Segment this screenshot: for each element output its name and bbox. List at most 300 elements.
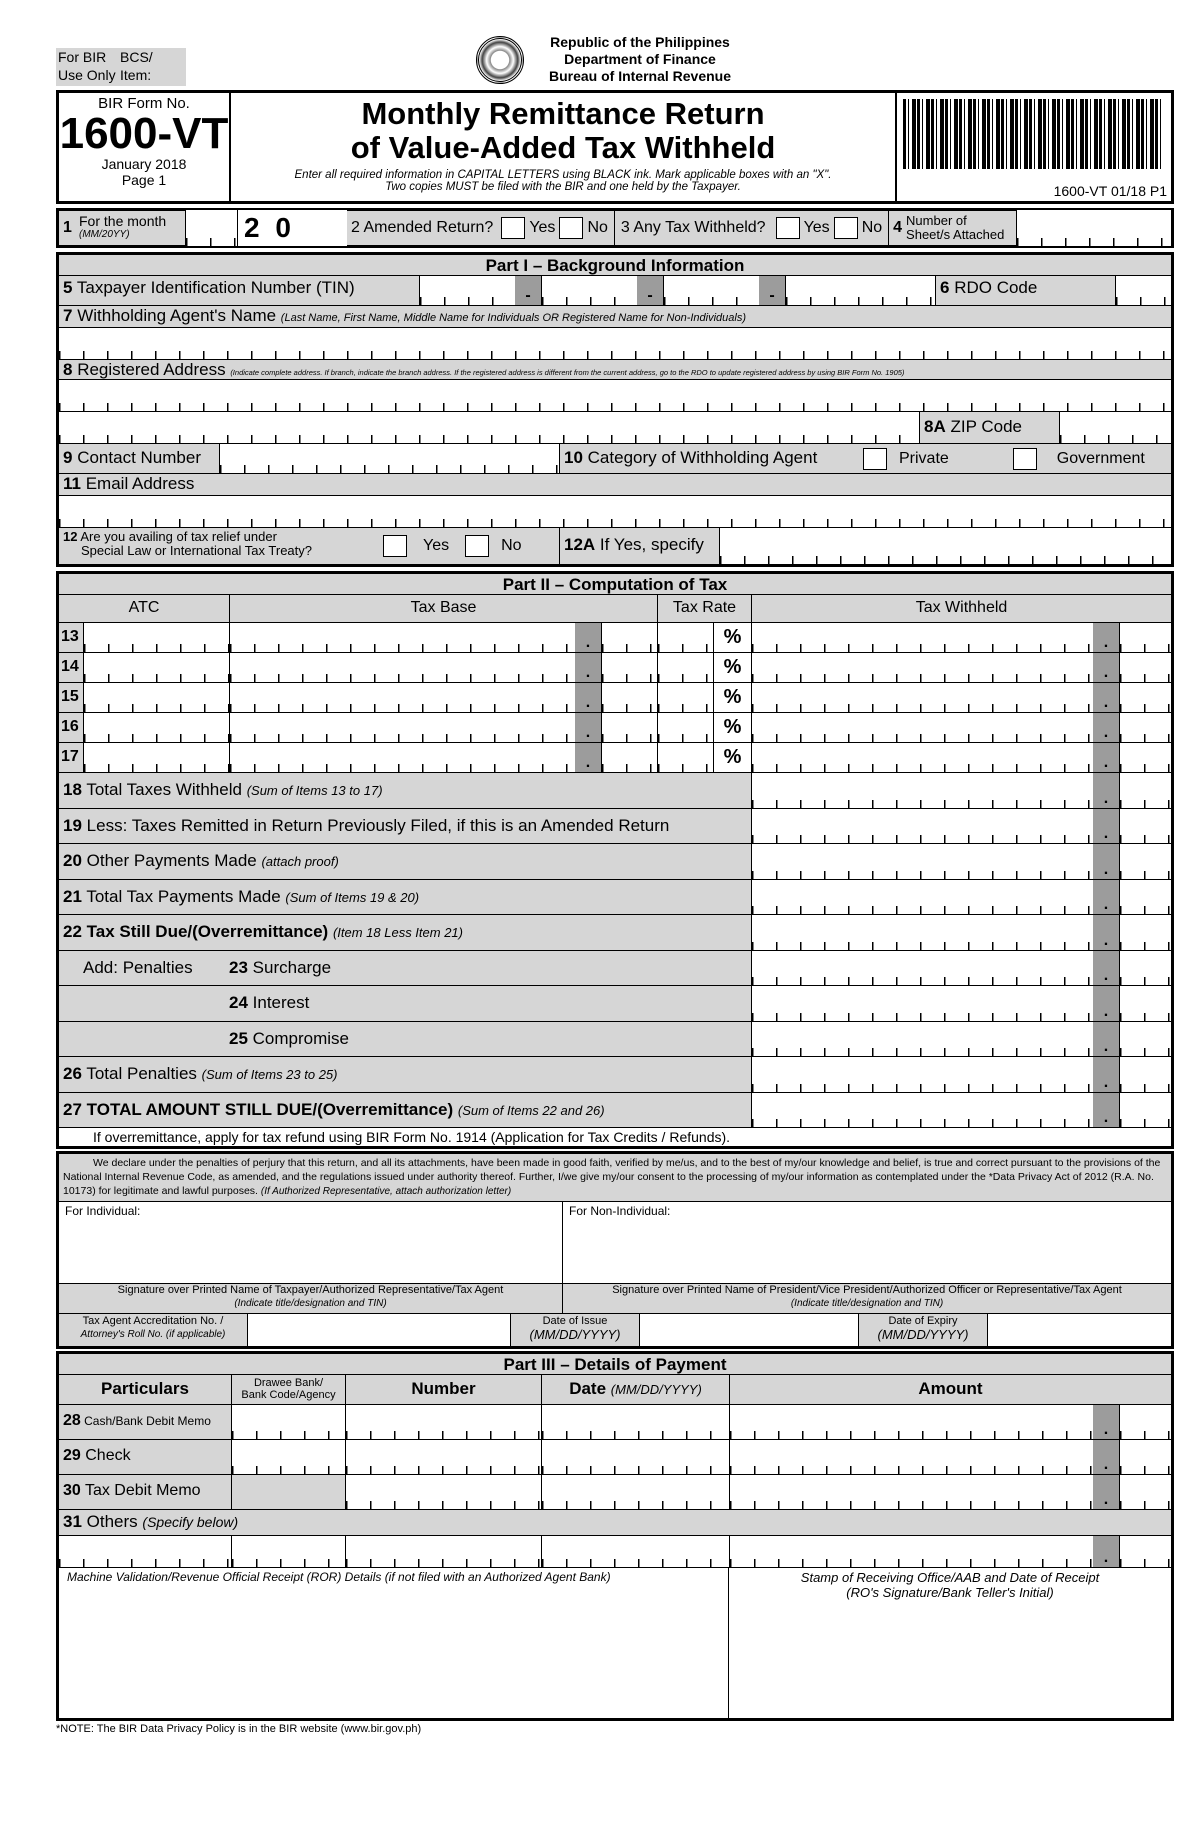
email-label-wrap	[59, 474, 198, 495]
item-sub: (Item 18 Less Item 21)	[332, 925, 463, 940]
tax-withheld-dot: .	[1093, 743, 1119, 772]
address-label: Registered Address	[77, 360, 226, 379]
part3-title: Part III – Details of Payment	[59, 1351, 1171, 1375]
centavo-input[interactable]	[1119, 915, 1171, 950]
total-row-item-22	[59, 915, 1171, 951]
authorization-note: (If Authorized Representative, attach authorization letter)	[260, 1186, 512, 1197]
others-amount-dot: .	[1093, 1536, 1119, 1567]
total-label-wrap	[59, 951, 751, 986]
tax-rate-input[interactable]	[657, 623, 713, 652]
centavo-input[interactable]	[1119, 880, 1171, 915]
tax-rate-input[interactable]	[657, 653, 713, 682]
issue-date-label	[511, 1314, 639, 1346]
zip-number: 8A	[924, 417, 946, 436]
amount-dot: .	[1093, 1057, 1119, 1092]
tax-base-centavo-input[interactable]	[601, 623, 657, 652]
total-label-group	[63, 851, 339, 870]
tax-withheld-centavo-input[interactable]	[1119, 653, 1171, 682]
for-bir-label: For BIR	[58, 49, 107, 65]
validation-area	[59, 1568, 1171, 1718]
particulars-header: Particulars	[101, 1379, 189, 1398]
payment-row-30	[59, 1475, 1171, 1510]
payment-label: Tax Debit Memo	[84, 1482, 201, 1499]
nonindiv-caption	[563, 1284, 1171, 1313]
tax-base-centavo-input[interactable]	[601, 653, 657, 682]
total-row-item-26	[59, 1057, 1171, 1093]
item1-label-wrap	[79, 214, 185, 242]
amount-input[interactable]	[751, 1022, 1093, 1057]
others-particulars-input[interactable]	[59, 1536, 231, 1567]
tax-base-centavo-input[interactable]	[601, 743, 657, 772]
atc-input[interactable]	[83, 653, 229, 682]
item-sub: (Sum of Items 23 to 25)	[201, 1067, 338, 1082]
withheld-yes-box[interactable]	[776, 217, 800, 239]
tax-base-header: Tax Base	[229, 595, 657, 622]
withheld-no-box[interactable]	[834, 217, 858, 239]
tax-base-dot: .	[575, 743, 601, 772]
agent-number: 7	[63, 306, 73, 325]
relief-no-label: No	[501, 537, 522, 554]
tax-base-dot: .	[575, 683, 601, 712]
zip-label: ZIP Code	[950, 417, 1022, 436]
amount-input[interactable]	[729, 1440, 1093, 1474]
amount-dot: .	[1093, 986, 1119, 1021]
tax-base-dot: .	[575, 653, 601, 682]
item-sub: (Sum of Items 13 to 17)	[246, 783, 383, 798]
amount-input[interactable]	[751, 809, 1093, 844]
centavo-input[interactable]	[1119, 809, 1171, 844]
total-label-group	[63, 887, 419, 906]
declaration-block	[56, 1151, 1174, 1349]
rdo-label-wrap	[935, 276, 1115, 305]
tax-rate-input[interactable]	[657, 743, 713, 772]
total-row-item-23	[59, 951, 1171, 987]
amount-dot: .	[1093, 809, 1119, 844]
agent-name-input[interactable]	[59, 328, 1171, 360]
title-block	[56, 90, 1174, 204]
item-number: 22	[63, 922, 82, 941]
number-input[interactable]	[345, 1440, 541, 1474]
total-label-wrap	[59, 1093, 751, 1128]
total-label-group	[63, 1029, 349, 1048]
computation-rows	[59, 623, 1171, 773]
tin-part1-input[interactable]	[419, 276, 515, 305]
centavo-input[interactable]	[1119, 1475, 1171, 1509]
tax-rate-input[interactable]	[657, 713, 713, 742]
tax-withheld-centavo-input[interactable]	[1119, 713, 1171, 742]
tax-base-input[interactable]	[229, 743, 575, 772]
stamp-area	[729, 1568, 1171, 1718]
centavo-input[interactable]	[1119, 1093, 1171, 1128]
zip-label-wrap	[919, 412, 1059, 443]
penalties-prefix: Add: Penalties	[83, 957, 193, 977]
item1-number: 1	[63, 219, 72, 236]
signature-area	[59, 1202, 1171, 1284]
relief-yes-box[interactable]	[383, 535, 407, 557]
indiv-caption	[59, 1284, 563, 1313]
tin-label: Taxpayer Identification Number (TIN)	[76, 278, 355, 297]
amount-input[interactable]	[729, 1475, 1093, 1509]
tax-base-centavo-input[interactable]	[601, 683, 657, 712]
bank-blank	[231, 1475, 345, 1509]
specify-label: If Yes, specify	[599, 535, 704, 554]
total-row-item-20	[59, 844, 1171, 880]
relief-yes-label: Yes	[423, 537, 450, 554]
agent-label: Withholding Agent's Name	[77, 306, 277, 325]
amount-header: Amount	[729, 1375, 1171, 1404]
relief-label-wrap	[59, 528, 379, 564]
republic-text: Republic of the Philippines	[550, 34, 730, 50]
total-row-item-24	[59, 986, 1171, 1022]
instructions-line1: Enter all required information in CAPITAL LETTERS using BLACK ink. Mark applicable boxes with an "X".	[294, 169, 832, 181]
amended-no-box[interactable]	[559, 217, 583, 239]
row-number: 17	[59, 743, 83, 772]
accreditation-line2: Attorney's Roll No. (if applicable)	[80, 1329, 226, 1340]
row-address-label	[59, 360, 1171, 380]
tax-withheld-centavo-input[interactable]	[1119, 623, 1171, 652]
amount-input[interactable]	[729, 1405, 1093, 1439]
item-label: Total Penalties	[86, 1064, 197, 1083]
instructions-line2: Two copies MUST be filed with the BIR and one held by the Taxpayer.	[385, 181, 741, 193]
number-input[interactable]	[345, 1475, 541, 1509]
amount-input[interactable]	[751, 986, 1093, 1021]
tax-withheld-input[interactable]	[751, 743, 1093, 772]
item4-label2: Sheet/s Attached	[906, 227, 1005, 242]
tin-branch-input[interactable]	[785, 276, 935, 305]
bir-seal-icon	[476, 36, 524, 84]
email-label: Email Address	[85, 474, 195, 493]
others-sub: (Specify below)	[142, 1514, 239, 1530]
email-number: 11	[63, 474, 81, 493]
row-number: 16	[59, 713, 83, 742]
form-date: January 2018	[101, 156, 187, 172]
address-number: 8	[63, 360, 73, 379]
total-label-wrap	[59, 844, 751, 879]
bank-input[interactable]	[231, 1405, 345, 1439]
private-box[interactable]	[863, 448, 887, 470]
agent-sub: (Last Name, First Name, Middle Name for Individuals OR Registered Name for Non-Individuals)	[280, 312, 747, 324]
total-label-wrap	[59, 986, 751, 1021]
sheets-attached-input[interactable]	[1016, 210, 1171, 246]
tax-withheld-dot: .	[1093, 623, 1119, 652]
centavo-input[interactable]	[1119, 1057, 1171, 1092]
item-number: 26	[63, 1064, 82, 1083]
title-area	[231, 93, 895, 201]
others-number-input[interactable]	[345, 1536, 541, 1567]
others-centavo-input[interactable]	[1119, 1536, 1171, 1567]
row-items-1-4	[56, 208, 1174, 248]
item-number: 25	[229, 1028, 248, 1048]
barcode-image	[903, 99, 1163, 169]
date-header	[541, 1375, 729, 1404]
item-label: Surcharge	[252, 957, 332, 977]
total-rows	[59, 773, 1171, 1128]
category-label-wrap	[559, 444, 859, 473]
payment-label: Cash/Bank Debit Memo	[84, 1414, 211, 1428]
month-input[interactable]	[185, 210, 237, 246]
row-tin	[59, 276, 1171, 306]
others-amount-input[interactable]	[729, 1536, 1093, 1567]
expiry-date-label	[859, 1314, 987, 1346]
row-address-zip	[59, 412, 1171, 444]
zip-code-input[interactable]	[1059, 412, 1171, 443]
tax-withheld-input[interactable]	[751, 683, 1093, 712]
use-only-label: Use Only	[58, 67, 116, 83]
centavo-input[interactable]	[1119, 1440, 1171, 1474]
item4-label-wrap	[906, 214, 1016, 242]
payment-label: Check	[85, 1447, 131, 1464]
relief-options	[379, 528, 559, 564]
row-tax-relief	[59, 528, 1171, 564]
part1	[56, 252, 1174, 567]
stamp-line1: Stamp of Receiving Office/AAB and Date of Receipt	[800, 1570, 1100, 1585]
amended-yes-label: Yes	[529, 219, 556, 236]
part2-title: Part II – Computation of Tax	[59, 571, 1171, 595]
specify-label-wrap	[559, 528, 719, 564]
percent-sign: %	[713, 623, 751, 652]
item-sub: (attach proof)	[261, 854, 339, 869]
amount-dot: .	[1093, 773, 1119, 808]
total-label-group	[63, 780, 383, 799]
centavo-input[interactable]	[1119, 1022, 1171, 1057]
department-text: Department of Finance	[564, 51, 716, 67]
atc-input[interactable]	[83, 713, 229, 742]
centavo-input[interactable]	[1119, 951, 1171, 986]
address-sub: (Indicate complete address. If branch, indicate the branch address. If the registered address is different from the current address, go to the RDO to update registered address by using BIR Form No. 1905)	[230, 368, 905, 377]
indiv-caption-line1: Signature over Printed Name of Taxpayer/Authorized Representative/Tax Agent	[117, 1284, 504, 1296]
total-label-wrap	[59, 1022, 751, 1057]
total-label-wrap	[59, 880, 751, 915]
individual-signature[interactable]: For Individual:	[59, 1202, 563, 1283]
bcs-label: BCS/	[120, 49, 153, 65]
item-number: 21	[63, 886, 82, 906]
tin-dash3: -	[759, 276, 785, 305]
number-header: Number	[345, 1375, 541, 1404]
item-number: 24	[229, 993, 248, 1012]
rdo-number: 6	[940, 278, 950, 297]
specify-number: 12A	[564, 535, 596, 554]
tax-base-input[interactable]	[229, 683, 575, 712]
total-row-item-27	[59, 1093, 1171, 1129]
bank-header	[231, 1375, 345, 1404]
date-input[interactable]	[541, 1475, 729, 1509]
centavo-input[interactable]	[1119, 1405, 1171, 1439]
total-row-item-25	[59, 1022, 1171, 1058]
part2-header-row	[59, 595, 1171, 623]
category-label: Category of Withholding Agent	[587, 448, 818, 467]
tax-withheld-dot: .	[1093, 683, 1119, 712]
issue-line1: Date of Issue	[542, 1315, 608, 1327]
part2	[56, 571, 1174, 1149]
item-label: Total Taxes Withheld	[86, 780, 242, 799]
row-agent-label	[59, 306, 1171, 328]
amount-dot: .	[1093, 1475, 1119, 1509]
address-line2-input[interactable]	[59, 412, 919, 443]
item-number: 23	[229, 957, 248, 977]
amount-input[interactable]	[751, 951, 1093, 986]
item4-number: 4	[888, 210, 906, 246]
centavo-input[interactable]	[1119, 986, 1171, 1021]
accreditation-row	[59, 1314, 1171, 1346]
amount-dot: .	[1093, 915, 1119, 950]
year-input[interactable]	[237, 210, 347, 246]
expiry-date-input[interactable]	[987, 1314, 1171, 1346]
bureau-text: Bureau of Internal Revenue	[548, 68, 732, 84]
government-label: Government	[1056, 449, 1145, 467]
contact-number-input[interactable]	[219, 444, 559, 473]
total-row-item-18	[59, 773, 1171, 809]
row-others-input	[59, 1536, 1171, 1568]
tin-label-wrap	[59, 276, 419, 305]
atc-input[interactable]	[83, 683, 229, 712]
total-label-group	[63, 816, 669, 835]
total-label-group	[229, 958, 331, 977]
signature-captions	[59, 1284, 1171, 1314]
form-number: 1600-VT	[59, 109, 229, 158]
payment-number: 29	[63, 1447, 81, 1464]
nonindiv-caption-line1: Signature over Printed Name of President/Vice President/Authorized Officer or Representative/Tax Agent	[612, 1284, 1122, 1296]
rdo-code-input[interactable]	[1115, 276, 1171, 305]
part3-header-row	[59, 1375, 1171, 1405]
tax-base-centavo-input[interactable]	[601, 713, 657, 742]
accreditation-line1: Tax Agent Accreditation No. /	[82, 1315, 224, 1327]
part3	[56, 1351, 1174, 1721]
amended-label: 2 Amended Return?	[351, 219, 494, 236]
amount-input[interactable]	[751, 844, 1093, 879]
tax-withheld-centavo-input[interactable]	[1119, 743, 1171, 772]
accreditation-input[interactable]	[247, 1314, 511, 1346]
tax-base-input[interactable]	[229, 653, 575, 682]
total-label-wrap	[59, 1057, 751, 1092]
computation-row	[59, 653, 1171, 683]
item-number: 20	[63, 851, 82, 870]
tin-number: 5	[63, 278, 73, 297]
date-input[interactable]	[541, 1405, 729, 1439]
payment-number: 28	[63, 1412, 81, 1429]
stamp-line2: (RO's Signature/Bank Teller's Initial)	[846, 1585, 1054, 1600]
amount-dot: .	[1093, 1405, 1119, 1439]
atc-header: ATC	[128, 599, 160, 616]
indiv-caption-line2: (Indicate title/designation and TIN)	[234, 1298, 387, 1309]
atc-input[interactable]	[83, 743, 229, 772]
payment-label-wrap	[59, 1405, 231, 1439]
computation-row	[59, 743, 1171, 773]
centavo-input[interactable]	[1119, 844, 1171, 879]
item-sub: (Sum of Items 22 and 26)	[457, 1102, 605, 1118]
percent-sign: %	[713, 713, 751, 742]
computation-row	[59, 683, 1171, 713]
expiry-line1: Date of Expiry	[888, 1315, 958, 1327]
item-label: Tax Still Due/(Overremittance)	[86, 922, 329, 941]
item-label: Total Tax Payments Made	[86, 886, 281, 906]
amount-input[interactable]	[751, 1093, 1093, 1128]
others-label: Others	[86, 1512, 138, 1531]
tax-base-dot: .	[575, 713, 601, 742]
address-line1-input[interactable]	[59, 380, 1171, 412]
relief-no-box[interactable]	[465, 535, 489, 557]
form-no-label: BIR Form No.	[98, 95, 190, 112]
relief-label1: Are you availing of tax relief under	[80, 529, 277, 544]
amount-input[interactable]	[751, 1057, 1093, 1092]
percent-sign: %	[713, 683, 751, 712]
total-label-wrap	[59, 915, 751, 950]
tin-part3-input[interactable]	[663, 276, 759, 305]
amount-input[interactable]	[751, 915, 1093, 950]
item-label: Interest	[252, 993, 310, 1012]
others-bank-input[interactable]	[231, 1536, 345, 1567]
item-label: Item:	[120, 67, 152, 83]
computation-row	[59, 713, 1171, 743]
machine-validation: Machine Validation/Revenue Official Receipt (ROR) Details (if not filed with an Authorized Agent Bank)	[59, 1568, 729, 1718]
centavo-input[interactable]	[1119, 773, 1171, 808]
percent-sign: %	[713, 743, 751, 772]
item-number: 27	[63, 1099, 82, 1119]
tax-withheld-input[interactable]	[751, 713, 1093, 742]
amount-dot: .	[1093, 1093, 1119, 1128]
item-number: 18	[63, 780, 82, 799]
tin-part2-input[interactable]	[541, 276, 637, 305]
item-label: Less: Taxes Remitted in Return Previously Filed, if this is an Amended Return	[86, 815, 670, 835]
amount-input[interactable]	[751, 773, 1093, 808]
declaration-text: We declare under the penalties of perjury that this return, and all its attachments, have been made in good faith, verified by me/us, and to the best of my/our knowledge and belief, is true and correct pursuant to the provisions of the National Internal Revenue Code, as amended, and the regulations issued under authority thereof. Further, I/we give my/our consent to the processing of my/our information as contemplated under the *Data Privacy Act of 2012 (R.A. No. 10173) for legitimate and lawful purposes.	[63, 1157, 1161, 1197]
item-label: Compromise	[252, 1028, 350, 1048]
others-date-input[interactable]	[541, 1536, 729, 1567]
tax-withheld-header: Tax Withheld	[751, 595, 1171, 622]
form-title-line1: Monthly Remittance Return	[361, 96, 765, 131]
tax-withheld-input[interactable]	[751, 653, 1093, 682]
withheld-no-label: No	[861, 219, 883, 236]
row-number: 14	[59, 653, 83, 682]
government-box[interactable]	[1013, 448, 1037, 470]
total-row-item-21	[59, 880, 1171, 916]
tax-withheld-label: 3 Any Tax Withheld?	[614, 210, 772, 246]
total-label-group	[63, 1064, 338, 1083]
tax-withheld-input[interactable]	[751, 623, 1093, 652]
form-1600vt	[56, 90, 1174, 1735]
tax-withheld-dot: .	[1093, 653, 1119, 682]
tax-withheld-dot: .	[1093, 713, 1119, 742]
agent-label-wrap	[59, 306, 750, 327]
total-label-wrap	[59, 809, 751, 844]
amount-input[interactable]	[751, 880, 1093, 915]
non-individual-signature[interactable]: For Non-Individual:	[569, 1204, 671, 1218]
email-input[interactable]	[59, 496, 1171, 528]
atc-input[interactable]	[83, 623, 229, 652]
issue-date-input[interactable]	[639, 1314, 859, 1346]
tax-base-input[interactable]	[229, 713, 575, 742]
payment-label-wrap	[59, 1475, 231, 1509]
date-input[interactable]	[541, 1440, 729, 1474]
form-number-box	[59, 93, 231, 201]
amended-no-label: No	[587, 219, 608, 236]
tax-withheld-centavo-input[interactable]	[1119, 683, 1171, 712]
refund-note: If overremittance, apply for tax refund using BIR Form No. 1914 (Application for Tax Credits / Refunds).	[93, 1129, 731, 1145]
amended-yes-box[interactable]	[501, 217, 525, 239]
total-label-wrap	[59, 773, 751, 808]
tax-rate-header: Tax Rate	[657, 595, 751, 622]
nonindiv-caption-line2: (Indicate title/designation and TIN)	[790, 1298, 944, 1309]
item-number: 19	[63, 815, 82, 835]
row-number: 13	[59, 623, 83, 652]
tax-base-input[interactable]	[229, 623, 575, 652]
page-number: Page 1	[121, 172, 167, 188]
bank-input[interactable]	[231, 1440, 345, 1474]
row-number: 15	[59, 683, 83, 712]
tax-rate-input[interactable]	[657, 683, 713, 712]
specify-input[interactable]	[719, 528, 1171, 564]
number-input[interactable]	[345, 1405, 541, 1439]
amount-dot: .	[1093, 1440, 1119, 1474]
